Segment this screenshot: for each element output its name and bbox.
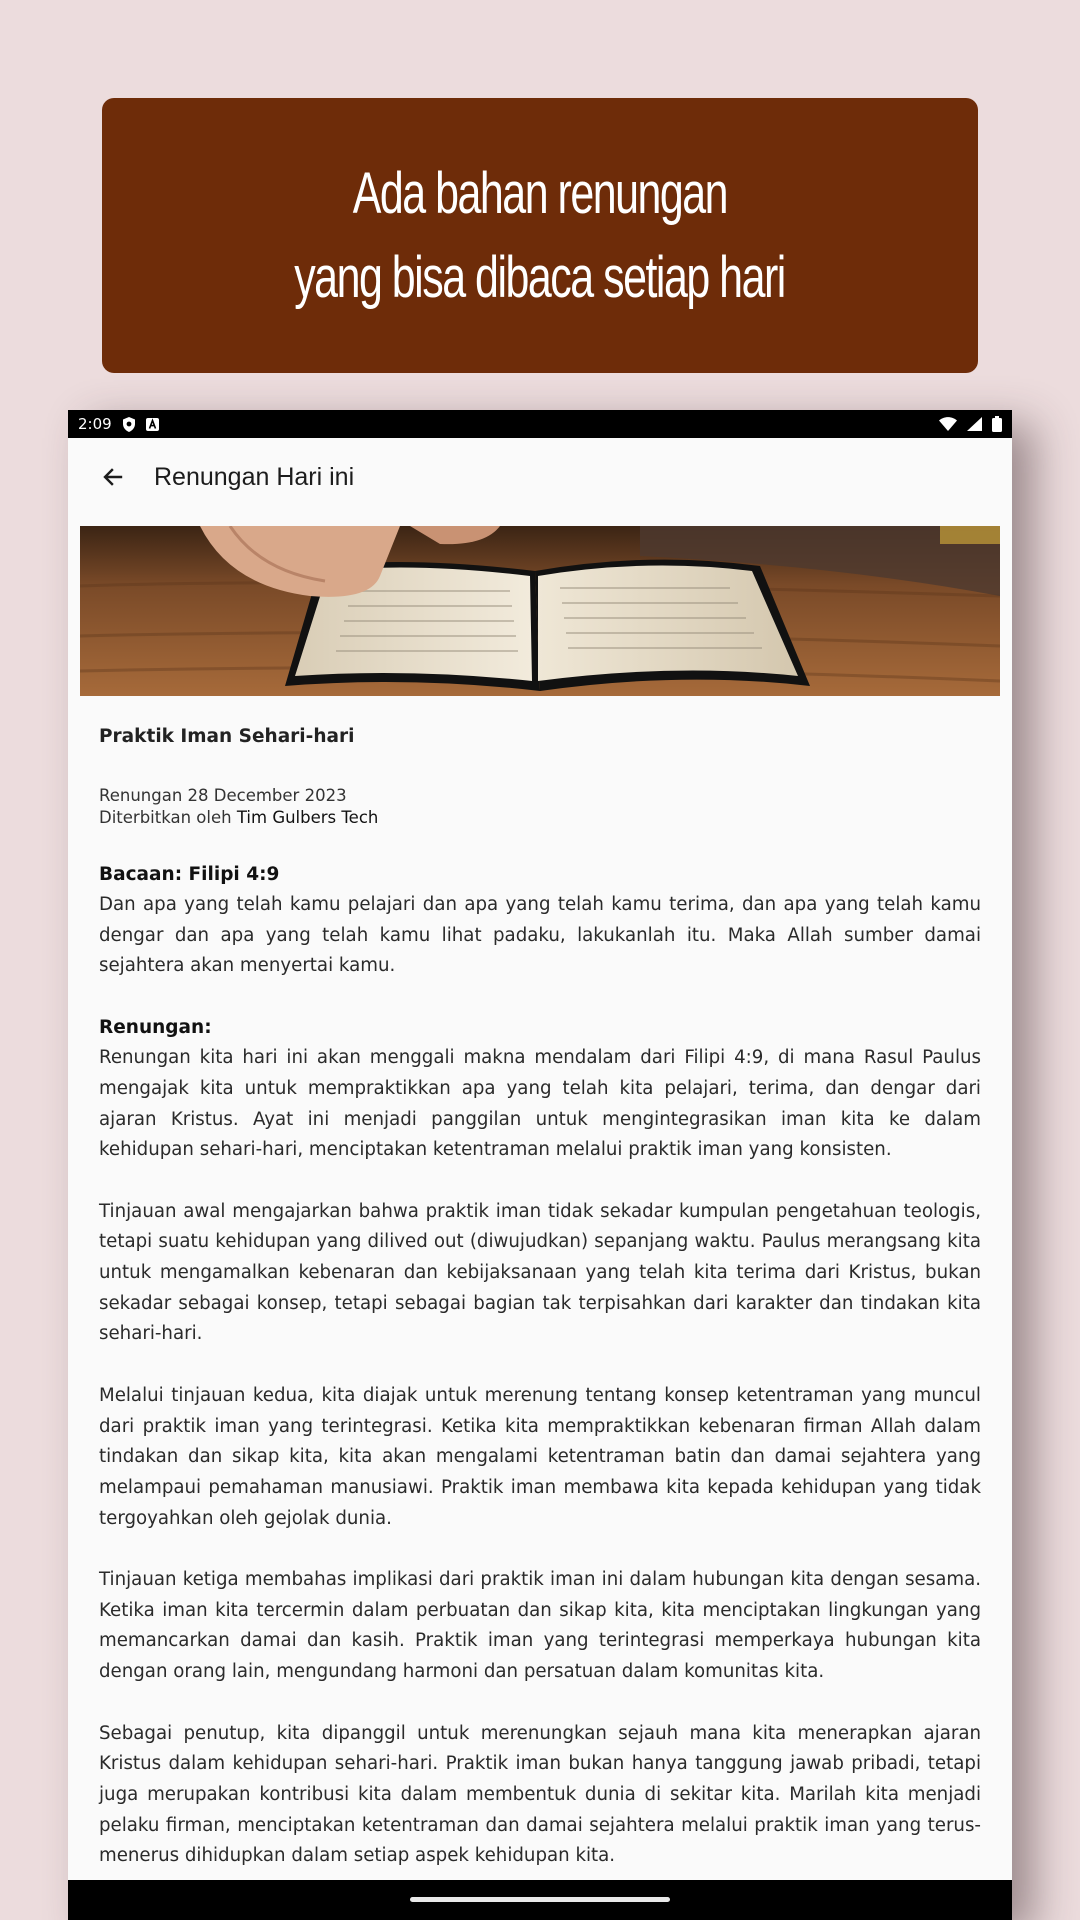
banner-line-2: yang bisa dibaca setiap hari	[294, 244, 786, 310]
status-time: 2:09	[78, 415, 112, 433]
navigation-bar	[68, 1880, 1012, 1920]
page-title: Renungan Hari ini	[154, 462, 355, 491]
devotion-heading: Renungan:	[99, 1017, 212, 1039]
battery-icon	[992, 416, 1002, 432]
reading-heading: Bacaan: Filipi 4:9	[99, 864, 280, 885]
home-gesture-handle[interactable]	[410, 1897, 670, 1902]
shield-icon	[122, 417, 136, 432]
article-title: Praktik Iman Sehari-hari	[99, 726, 355, 747]
status-bar	[68, 410, 1012, 438]
signal-icon	[967, 417, 982, 431]
devotion-paragraph: Tinjauan awal mengajarkan bahwa praktik iman tidak sekadar kumpulan pengetahuan teologis, tetapi suatu kehidupan yang dilived out (diwujudkan) sepanjang waktu. Paulus merangsang kita untuk mengamalkan kebenaran dan kebijaksanaan yang telah kita terima dari Kristus, bukan sekadar sebagai konsep, tetapi sebagai bagian tak terpisahkan dari karakter dan tindakan kita sehari-hari.	[99, 1200, 981, 1345]
banner-line-1: Ada bahan renungan	[352, 160, 728, 226]
back-button[interactable]	[90, 454, 136, 500]
devotion-paragraph: Tinjauan ketiga membahas implikasi dari praktik iman ini dalam hubungan kita dengan sesama. Ketika iman kita tercermin dalam perbuatan dan sikap kita, kita menciptakan lingkungan yang memancarkan damai dan kasih. Praktik iman yang terintegrasi memperkaya hubungan kita dengan orang lain, mengundang harmoni dan persatuan dalam komunitas kita.	[99, 1569, 981, 1683]
article-date: Renungan 28 December 2023	[99, 786, 347, 805]
article	[99, 710, 981, 1872]
a-box-icon	[146, 418, 159, 431]
reading-text: Dan apa yang telah kamu pelajari dan apa yang telah kamu terima, dan apa yang telah kamu dengar dan apa yang telah kamu lihat padaku, lakukanlah itu. Maka Allah sumber damai sejahtera akan menyertai kamu.	[99, 894, 981, 977]
devotion-paragraph: Melalui tinjauan kedua, kita diajak untuk merenung tentang konsep ketentraman yang muncul dari praktik iman yang terintegrasi. Ketika kita mempraktikkan kebenaran firman Allah dalam tindakan dan sikap kita, kita akan mengalami ketentraman batin dan damai sejahtera yang melampaui pemahaman manusiawi. Praktik iman membawa kita kepada kehidupan yang tidak tergoyahkan oleh gejolak dunia.	[99, 1384, 981, 1529]
publisher-name: Tim Gulbers Tech	[236, 808, 379, 827]
published-prefix: Diterbitkan oleh	[99, 808, 237, 827]
promo-banner	[102, 98, 978, 373]
app-bar	[68, 438, 1012, 516]
phone-screen	[68, 410, 1012, 1920]
article-publisher-line	[99, 807, 981, 829]
wifi-icon	[939, 417, 957, 431]
devotion-paragraph: Sebagai penutup, kita dipanggil untuk merenungkan sejauh mana kita menerapkan ajaran Kristus dalam kehidupan sehari-hari. Praktik iman bukan hanya tanggung jawab pribadi, tetapi juga merupakan kontribusi kita dalam membentuk dunia di sekitar kita. Marilah kita menjadi pelaku firman, menciptakan ketentraman dan damai sejahtera melalui praktik iman yang terus-menerus dihidupkan dalam setiap aspek kehidupan kita.	[99, 1722, 981, 1867]
devotion-paragraph: Renungan kita hari ini akan menggali makna mendalam dari Filipi 4:9, di mana Rasul Paulus mengajak kita untuk mempraktikkan apa yang telah kita pelajari, terima, dan dengar dari ajaran Kristus. Ayat ini menjadi panggilan untuk mengintegrasikan iman kita ke dalam kehidupan sehari-hari, menciptakan ketentraman melalui praktik iman yang konsisten.	[99, 1047, 981, 1161]
article-meta	[99, 785, 981, 829]
arrow-left-icon	[101, 465, 125, 489]
hero-image-open-bible	[80, 526, 1000, 696]
